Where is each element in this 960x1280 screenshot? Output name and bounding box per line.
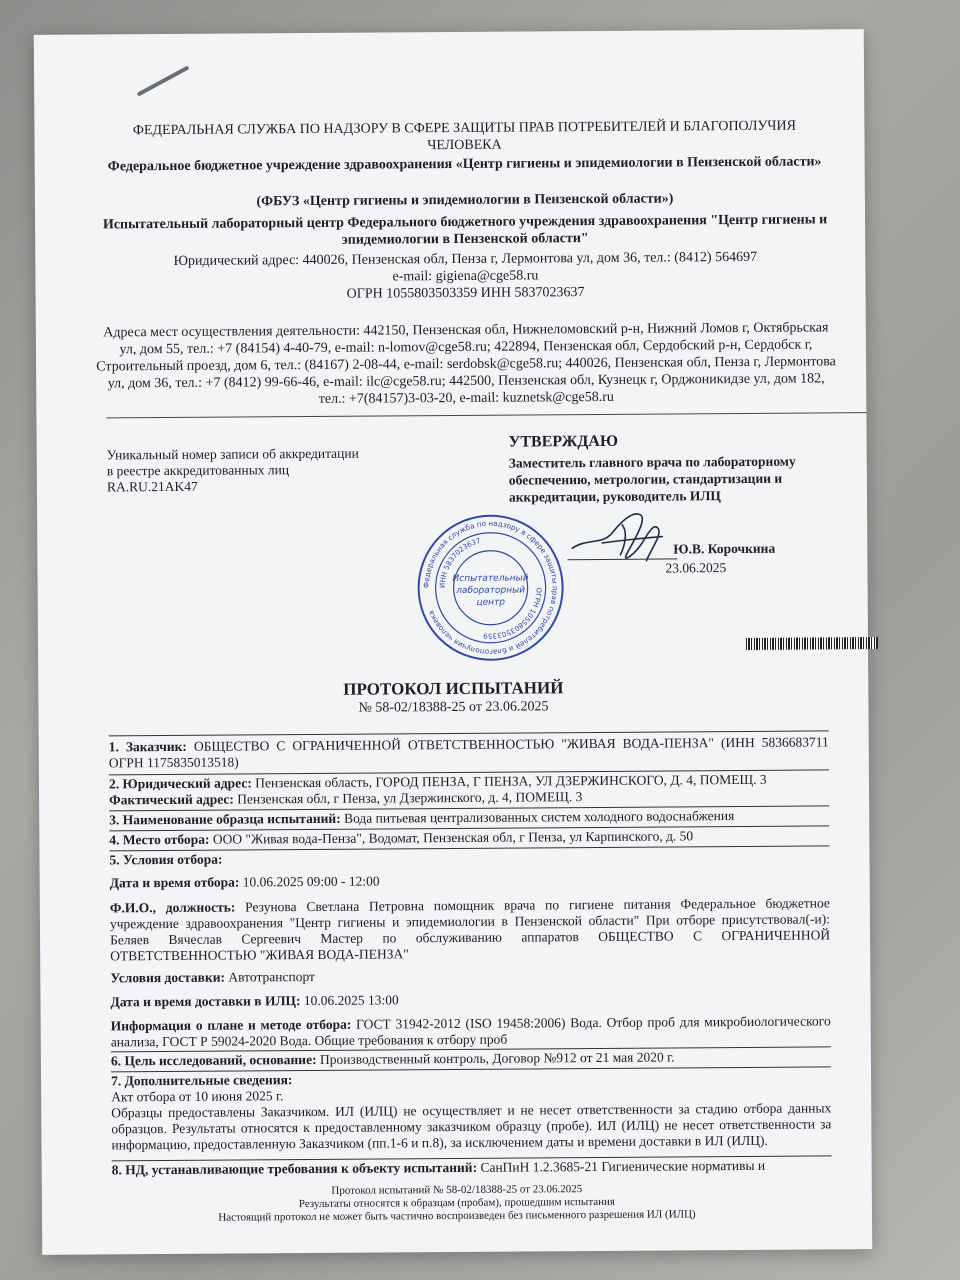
approver-position: Заместитель главного врача по лабораторному обеспечению, метрологии, стандартизации и аккредитации, руководитель ИЛЦ — [508, 453, 796, 505]
agency-name: ФЕДЕРАЛЬНАЯ СЛУЖБА ПО НАДЗОРУ В СФЕРЕ ЗАЩИТЫ ПРАВ ПОТРЕБИТЕЛЕЙ И БЛАГОПОЛУЧИЯ ЧЕЛОВЕКА — [132, 118, 796, 154]
delivery-conditions-value: Автотранспорт — [228, 968, 315, 985]
activity-addresses: Адреса мест осуществления деятельности: 442150, Пензенская обл, Нижнеломовский р-н, Нижний Ломов г, Октябрьская ул, дом 55, тел.: +7 (84154) 4-40-79, e-mail: n-lomov@cge58.ru; 422894, Пензенская обл, Сердобский р-н, Сердобск г, Строительный проезд, дом 6, тел.: (84167) 2-08-44, e-mail: serdobsk@cge58.ru; 440026, Пензенская обл, Пенза г, Лермонтова ул, дом 36, тел.: +7 (8412) 99-66-46, e-mail: ilc@cge58.ru; 442500, Пензенская обл, Кузнецк г, Орджоникидзе ул, дом 182, тел.: +7(84157)3-03-20, e-mail: kuznetsk@cge58.ru — [96, 320, 836, 407]
purpose-value: Производственный контроль, Договор №912 от 21 мая 2020 г. — [319, 1049, 675, 1067]
protocol-title: ПРОТОКОЛ ИСПЫТАНИЙ — [343, 678, 564, 699]
additional-info-label: 7. Дополнительные сведения: — [111, 1072, 293, 1089]
approval-title: УТВЕРЖДАЮ — [508, 432, 619, 451]
customer-label: 1. Заказчик: — [108, 738, 187, 755]
actual-address-value: Пензенская обл, г Пенза, ул Дзержинского, д. 4, ПОМЕЩ. 3 — [237, 789, 583, 807]
actual-address-label: Фактический адрес: — [109, 791, 234, 808]
normative-docs-label: 8. НД, устанавливающие требования к объекту испытаний: — [111, 1159, 478, 1178]
sampling-method-row — [111, 1013, 831, 1050]
legal-address-label: 2. Юридический адрес: — [108, 775, 252, 792]
lab-center-name: Испытательный лабораторный центр Федерального бюджетного учреждения здравоохранения "Центр гигиены и эпидемиологии в Пензенской области" — [102, 212, 828, 248]
organization-email: e-mail: gigiena@cge58.ru — [392, 268, 539, 285]
section-customer — [109, 734, 829, 771]
approval-block — [509, 431, 849, 505]
legal-address-value: Пензенская область, ГОРОД ПЕНЗА, Г ПЕНЗА, УЛ ДЗЕРЖИНСКОГО, Д. 4, ПОМЕЩ. 3 — [255, 771, 767, 791]
protocol-number: № 58-02/18388-25 от 23.06.2025 — [358, 699, 549, 716]
barcode — [746, 637, 878, 650]
normative-docs-value: СанПиН 1.2.3685-21 Гигиенические нормативы и — [480, 1157, 766, 1175]
delivery-conditions-row — [110, 965, 830, 986]
delivery-conditions-label: Условия доставки: — [110, 969, 226, 986]
stamp-inn: ИНН 5837023637 — [438, 536, 482, 589]
footer-protocol-ref: Протокол испытаний № 58-02/18388-25 от 23.06.2025 — [331, 1183, 583, 1197]
sample-name-label: 3. Наименование образца испытаний: — [109, 810, 341, 828]
accreditation-number: RA.RU.21AK47 — [106, 478, 198, 495]
delivery-date-label: Дата и время доставки в ИЛЦ: — [110, 993, 301, 1010]
sample-name-value: Вода питьевая централизованных систем холодного водоснабжения — [343, 808, 735, 826]
sampling-method-value: ГОСТ 31942-2012 (ISO 19458:2006) Вода. Отбор проб для микробиологического анализа, ГОСТ Р 59024-2020 Вода. Общие требования к отбору проб — [110, 1013, 831, 1050]
delivery-date-row — [110, 989, 830, 1010]
sampling-place-value: ООО "Живая вода-Пенза", Водомат, Пензенская обл, г Пенза, ул Карпинского, д. 50 — [212, 828, 694, 847]
stamp-center-line-2: лабораторный — [456, 585, 526, 596]
accreditation-block — [107, 445, 407, 495]
signer-name: Ю.В. Корочкина — [673, 540, 776, 557]
section-additional-info — [111, 1068, 832, 1153]
stamp-center-line-3: центр — [476, 597, 506, 608]
staple — [137, 65, 190, 96]
sampling-act: Акт отбора от 10 июня 2025 г. — [111, 1088, 284, 1105]
sampling-date-row — [110, 870, 830, 891]
accreditation-line-2: в реестре аккредитованных лиц — [106, 462, 290, 479]
sampler-row — [110, 895, 830, 964]
seal-stamp — [415, 512, 566, 663]
footer-reproduction-note: Настоящий протокол не может быть частично воспроизведен без письменного разрешения ИЛ (ИЛЦ) — [218, 1208, 696, 1224]
sampling-date-value: 10.06.2025 09:00 - 12:00 — [242, 873, 380, 890]
ogrn-inn: ОГРН 1055803503359 ИНН 5837023637 — [346, 285, 585, 302]
additional-info-text: Образцы предоставлены Заказчиком. ИЛ (ИЛЦ) не осуществляет и не несет ответственности за стадию отбора данных образцов. Результаты относятся к предоставленному заказчиком образцу (пробе). ИЛ (ИЛЦ) не несет ответственности за информацию, предоставленную Заказчиком (пп.1-6 и п.8), за исключением даты и времени доставки в ИЛ (ИЛЦ). — [111, 1100, 832, 1153]
sampling-conditions-label: 5. Условия отбора: — [109, 851, 223, 868]
purpose-label: 6. Цель исследований, основание: — [110, 1051, 317, 1069]
sampler-label: Ф.И.О., должность: — [109, 899, 236, 916]
approval-date: 23.06.2025 — [665, 560, 727, 576]
stamp-outer-text: Федеральная служба по надзору в сфере защиты прав потребителей и благополучия человека — [421, 518, 560, 657]
accreditation-line-1: Уникальный номер записи об аккредитации — [106, 445, 359, 463]
sampling-place-label: 4. Место отбора: — [109, 831, 210, 848]
handwritten-signature — [562, 502, 682, 573]
sampling-method-label: Информация о плане и методе отбора: — [110, 1016, 352, 1034]
header-divider — [106, 412, 866, 418]
sampler-value: Резунова Светлана Петровна помощник врача по гигиене питания Федеральное бюджетное учреждение здравоохранения "Центр гигиены и эпидемиологии в Пензенской области" При отборе присутствовал(-и): Беляев Вячеслав Сергеевич Мастер по обслуживанию аппаратов ОБЩЕСТВО С ОГРАНИЧЕННОЙ ОТВЕТСТВЕННОСТЬЮ "ЖИВАЯ ВОДА-ПЕНЗА" — [109, 895, 831, 964]
organization-short-name: (ФБУЗ «Центр гигиены и эпидемиологии в Пензенской области») — [256, 191, 674, 210]
footer-results-note: Результаты относятся к образцам (пробам), прошедшим испытания — [298, 1195, 616, 1211]
document-page — [34, 29, 872, 1255]
sampling-date-label: Дата и время отбора: — [109, 874, 240, 891]
customer-value: ОБЩЕСТВО С ОГРАНИЧЕННОЙ ОТВЕТСТВЕННОСТЬЮ "ЖИВАЯ ВОДА-ПЕНЗА" (ИНН 5836683711 ОГРН 1175835013518) — [108, 734, 829, 771]
stamp-center-line-1: Испытательный — [452, 573, 529, 585]
stamp-ogrn: ОГРН 1055803503359 — [482, 587, 543, 640]
legal-address: Юридический адрес: 440026, Пензенская обл, Пенза г, Лермонтова ул, дом 36, тел.: (8412) 564697 — [173, 249, 758, 269]
organization-full-name: Федеральное бюджетное учреждение здравоохранения «Центр гигиены и эпидемиологии в Пензенской области» — [107, 154, 822, 175]
delivery-date-value: 10.06.2025 13:00 — [303, 992, 399, 1009]
